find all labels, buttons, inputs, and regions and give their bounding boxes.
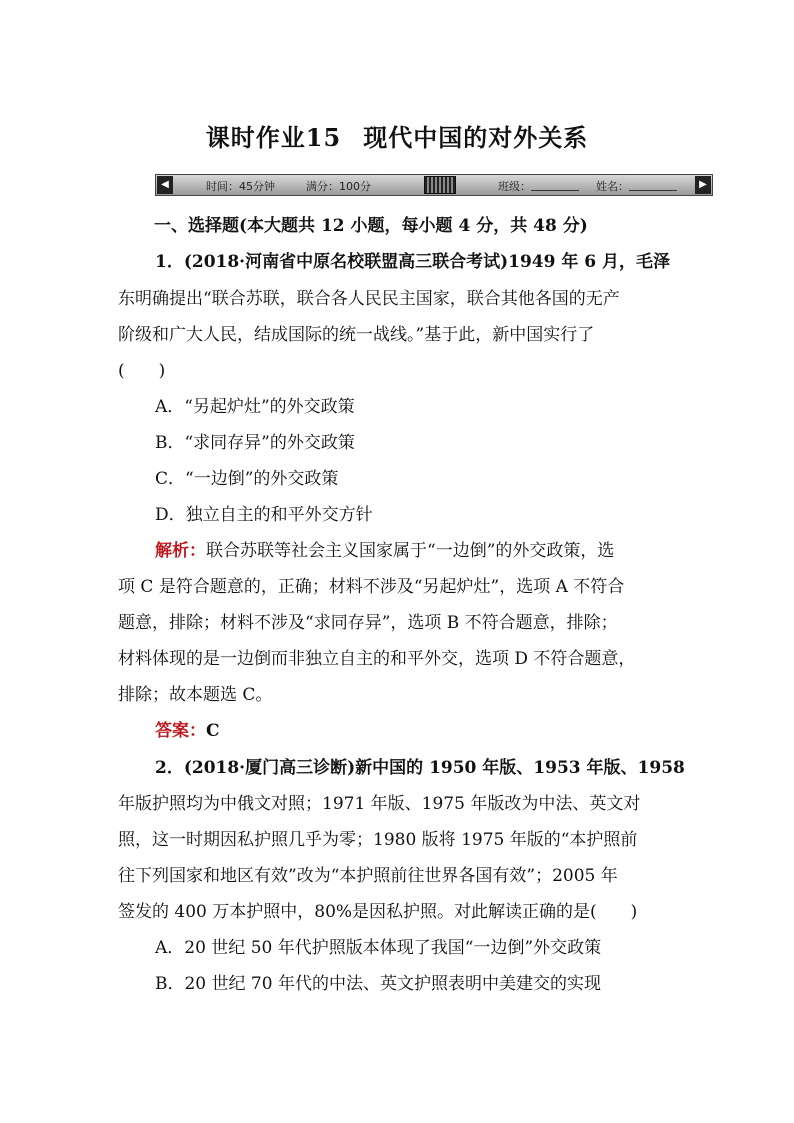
answer-label: 答案：: [155, 721, 206, 741]
name-blank: [629, 180, 677, 191]
q1-analysis-line2: 项 C 是符合题意的，正确；材料不涉及“另起炉灶”，选项 A 不符合: [118, 577, 625, 597]
grip-icon: [424, 176, 456, 194]
analysis-label: 解析：: [155, 541, 206, 561]
q1-option-d: D．独立自主的和平外交方针: [155, 505, 373, 525]
assignment-name: 现代中国的对外关系: [363, 123, 589, 152]
score-label: 满分：100分: [306, 180, 371, 193]
q1-analysis-line5: 排除；故本题选 C。: [118, 685, 273, 705]
q1-line2: 东明确提出“联合苏联，联合各人民民主国家，联合其他各国的无产: [118, 289, 620, 309]
q2-option-a: A．20 世纪 50 年代护照版本体现了我国“一边倒”外交政策: [155, 938, 602, 958]
info-bar: [155, 174, 713, 196]
answer-value: C: [206, 721, 220, 741]
q1-line1: 1．(2018·河南省中原名校联盟高三联合考试)1949 年 6 月，毛泽: [155, 252, 671, 272]
q1-line3: 阶级和广大人民，结成国际的统一战线。”基于此，新中国实行了: [118, 325, 595, 345]
section-heading: 一、选择题(本大题共 12 小题，每小题 4 分，共 48 分): [154, 216, 588, 236]
q1-line4: ( ): [118, 361, 166, 381]
q2-line4: 往下列国家和地区有效”改为“本护照前往世界各国有效”；2005 年: [118, 866, 618, 886]
q1-analysis-line4: 材料体现的是一边倒而非独立自主的和平外交，选项 D 不符合题意，: [118, 649, 636, 669]
q1-option-c: C．“一边倒”的外交政策: [155, 469, 339, 489]
analysis-text1: 联合苏联等社会主义国家属于“一边倒”的外交政策，选: [206, 541, 615, 561]
name-field: [596, 178, 677, 194]
right-arrow-icon: ▶: [695, 176, 711, 194]
q1-option-a: A．“另起炉灶”的外交政策: [155, 397, 355, 417]
assignment-number: 课时作业15: [205, 123, 342, 152]
time-label: 时间：45分钟: [206, 180, 275, 193]
q2-line1: 2．(2018·厦门高三诊断)新中国的 1950 年版、1953 年版、1958: [155, 758, 685, 778]
left-arrow-icon: ◀: [157, 176, 173, 194]
q1-option-b: B．“求同存异”的外交政策: [155, 433, 355, 453]
class-label: 班级：: [498, 180, 531, 193]
q2-line5: 签发的 400 万本护照中，80%是因私护照。对此解读正确的是( ): [118, 902, 638, 922]
q2-option-b: B．20 世纪 70 年代的中法、英文护照表明中美建交的实现: [155, 974, 601, 994]
q2-line2: 年版护照均为中俄文对照；1971 年版、1975 年版改为中法、英文对: [118, 794, 641, 814]
q1-line: [155, 251, 715, 273]
class-blank: [531, 180, 579, 191]
q1-analysis-line3: 题意，排除；材料不涉及“求同存异”，选项 B 不符合题意，排除；: [118, 613, 618, 633]
q2-line3: 照，这一时期因私护照几乎为零；1980 版将 1975 年版的“本护照前: [118, 830, 638, 850]
class-field: [498, 178, 579, 194]
page-title: [0, 118, 794, 153]
name-label: 姓名：: [596, 180, 629, 193]
q1-answer: [155, 720, 715, 742]
q1-analysis-line1: [155, 540, 715, 562]
